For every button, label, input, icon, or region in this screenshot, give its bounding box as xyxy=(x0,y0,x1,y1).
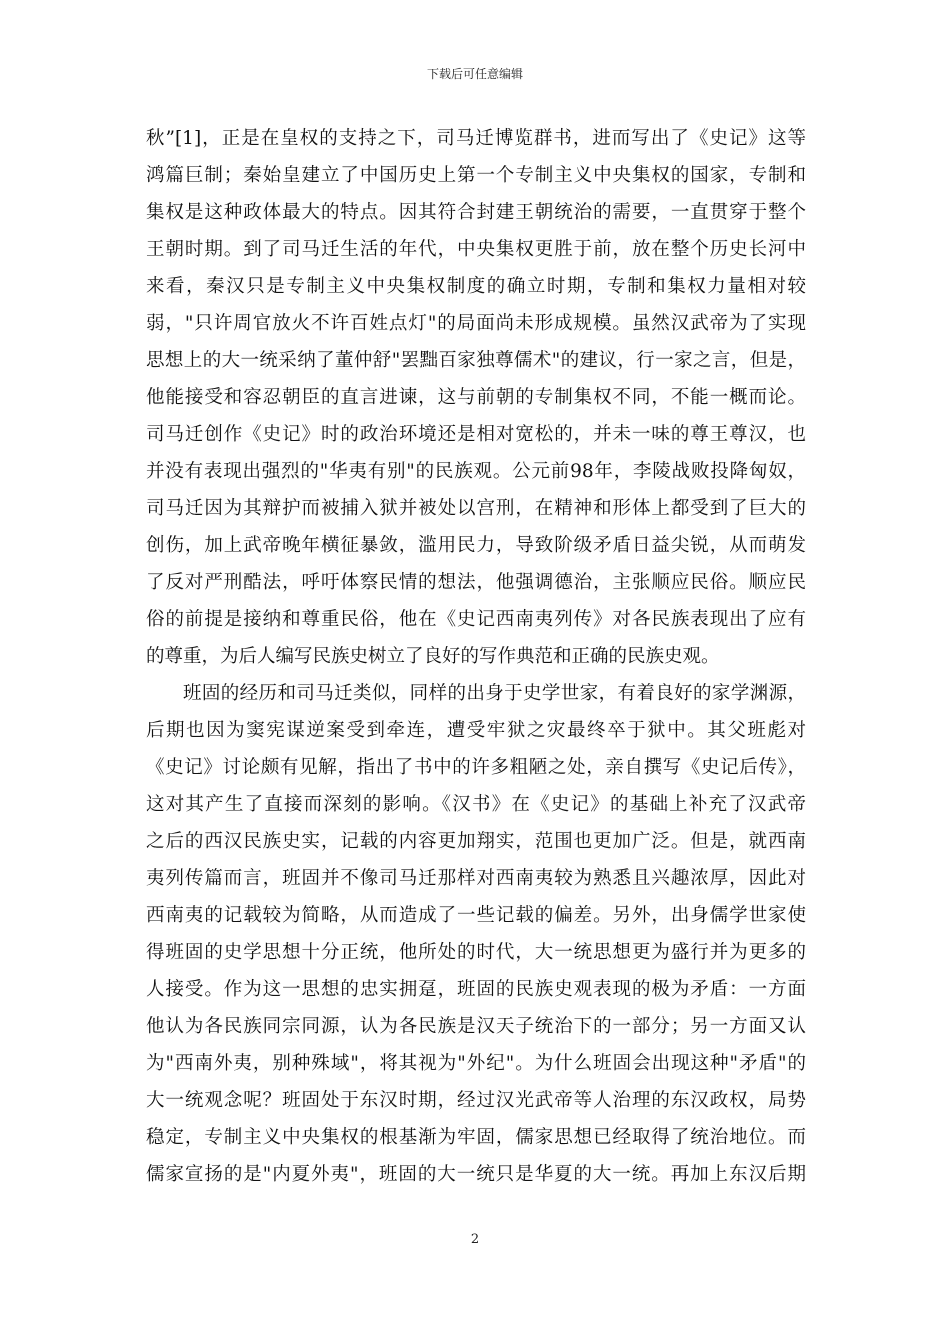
text-line: 后期也因为窦宪谋逆案受到牵连，遭受牢狱之灾最终卒于狱中。其父班彪对 xyxy=(146,720,806,741)
text-line: 王朝时期。到了司马迁生活的年代，中央集权更胜于前，放在整个历史长河中 xyxy=(146,239,806,260)
text-line: 这对其产生了直接而深刻的影响。《汉书》在《史记》的基础上补充了汉武帝 xyxy=(146,794,806,815)
text-line: 为"西南外夷，别种殊域"，将其视为"外纪"。为什么班固会出现这种"矛盾"的 xyxy=(146,1053,806,1074)
text-line: 夷列传篇而言，班固并不像司马迁那样对西南夷较为熟悉且兴趣浓厚，因此对 xyxy=(146,868,806,889)
text-line: 鸿篇巨制；秦始皇建立了中国历史上第一个专制主义中央集权的国家，专制和 xyxy=(146,165,806,186)
text-line: 司马迁创作《史记》时的政治环境还是相对宽松的，并未一味的尊王尊汉，也 xyxy=(146,424,806,445)
text-line: 人接受。作为这一思想的忠实拥趸，班固的民族史观表现的极为矛盾：一方面 xyxy=(146,979,806,1000)
text-line: 稳定，专制主义中央集权的根基渐为牢固，儒家思想已经取得了统治地位。而 xyxy=(146,1127,806,1148)
text-line: 司马迁因为其辩护而被捕入狱并被处以宫刑，在精神和形体上都受到了巨大的 xyxy=(146,498,806,519)
text-line: 儒家宣扬的是"内夏外夷"，班固的大一统只是华夏的大一统。再加上东汉后期 xyxy=(146,1164,806,1185)
text-line: 俗的前提是接纳和尊重民俗，他在《史记西南夷列传》对各民族表现出了应有 xyxy=(146,609,806,630)
page-number: 2 xyxy=(470,1232,480,1247)
text-line: 西南夷的记载较为简略，从而造成了一些记载的偏差。另外，出身儒学世家使 xyxy=(146,905,806,926)
text-line: 大一统观念呢？班固处于东汉时期，经过汉光武帝等人治理的东汉政权，局势 xyxy=(146,1090,806,1111)
text-line: 来看，秦汉只是专制主义中央集权制度的确立时期，专制和集权力量相对较 xyxy=(146,276,806,297)
text-line: 班固的经历和司马迁类似，同样的出身于史学世家，有着良好的家学渊源， xyxy=(183,683,806,704)
text-line: 《史记》讨论颇有见解，指出了书中的许多粗陋之处，亲自撰写《史记后传》， xyxy=(146,757,806,778)
text-line: 集权是这种政体最大的特点。因其符合封建王朝统治的需要，一直贯穿于整个 xyxy=(146,202,806,223)
text-line: 之后的西汉民族史实，记载的内容更加翔实，范围也更加广泛。但是，就西南 xyxy=(146,831,806,852)
text-line: 秋”[1]，正是在皇权的支持之下，司马迁博览群书，进而写出了《史记》这等 xyxy=(146,128,806,149)
body-text xyxy=(146,120,806,1193)
text-line: 他认为各民族同宗同源，认为各民族是汉天子统治下的一部分；另一方面又认 xyxy=(146,1016,806,1037)
text-line: 思想上的大一统采纳了董仲舒"罢黜百家独尊儒术"的建议，行一家之言，但是， xyxy=(146,350,806,371)
page-header-note: 下载后可任意编辑 xyxy=(426,67,523,81)
text-line: 得班固的史学思想十分正统，他所处的时代，大一统思想更为盛行并为更多的 xyxy=(146,942,806,963)
text-line: 他能接受和容忍朝臣的直言进谏，这与前朝的专制集权不同，不能一概而论。 xyxy=(146,387,806,408)
text-line: 弱，"只许周官放火不许百姓点灯"的局面尚未形成规模。虽然汉武帝为了实现 xyxy=(146,313,806,334)
text-line: 创伤，加上武帝晚年横征暴敛，滥用民力，导致阶级矛盾日益尖锐，从而萌发 xyxy=(146,535,806,556)
text-line: 的尊重，为后人编写民族史树立了良好的写作典范和正确的民族史观。 xyxy=(146,646,720,667)
text-line: 并没有表现出强烈的"华夷有别"的民族观。公元前98年，李陵战败投降匈奴， xyxy=(146,461,806,482)
text-line: 了反对严刑酷法，呼吁体察民情的想法，他强调德治，主张顺应民俗。顺应民 xyxy=(146,572,806,593)
